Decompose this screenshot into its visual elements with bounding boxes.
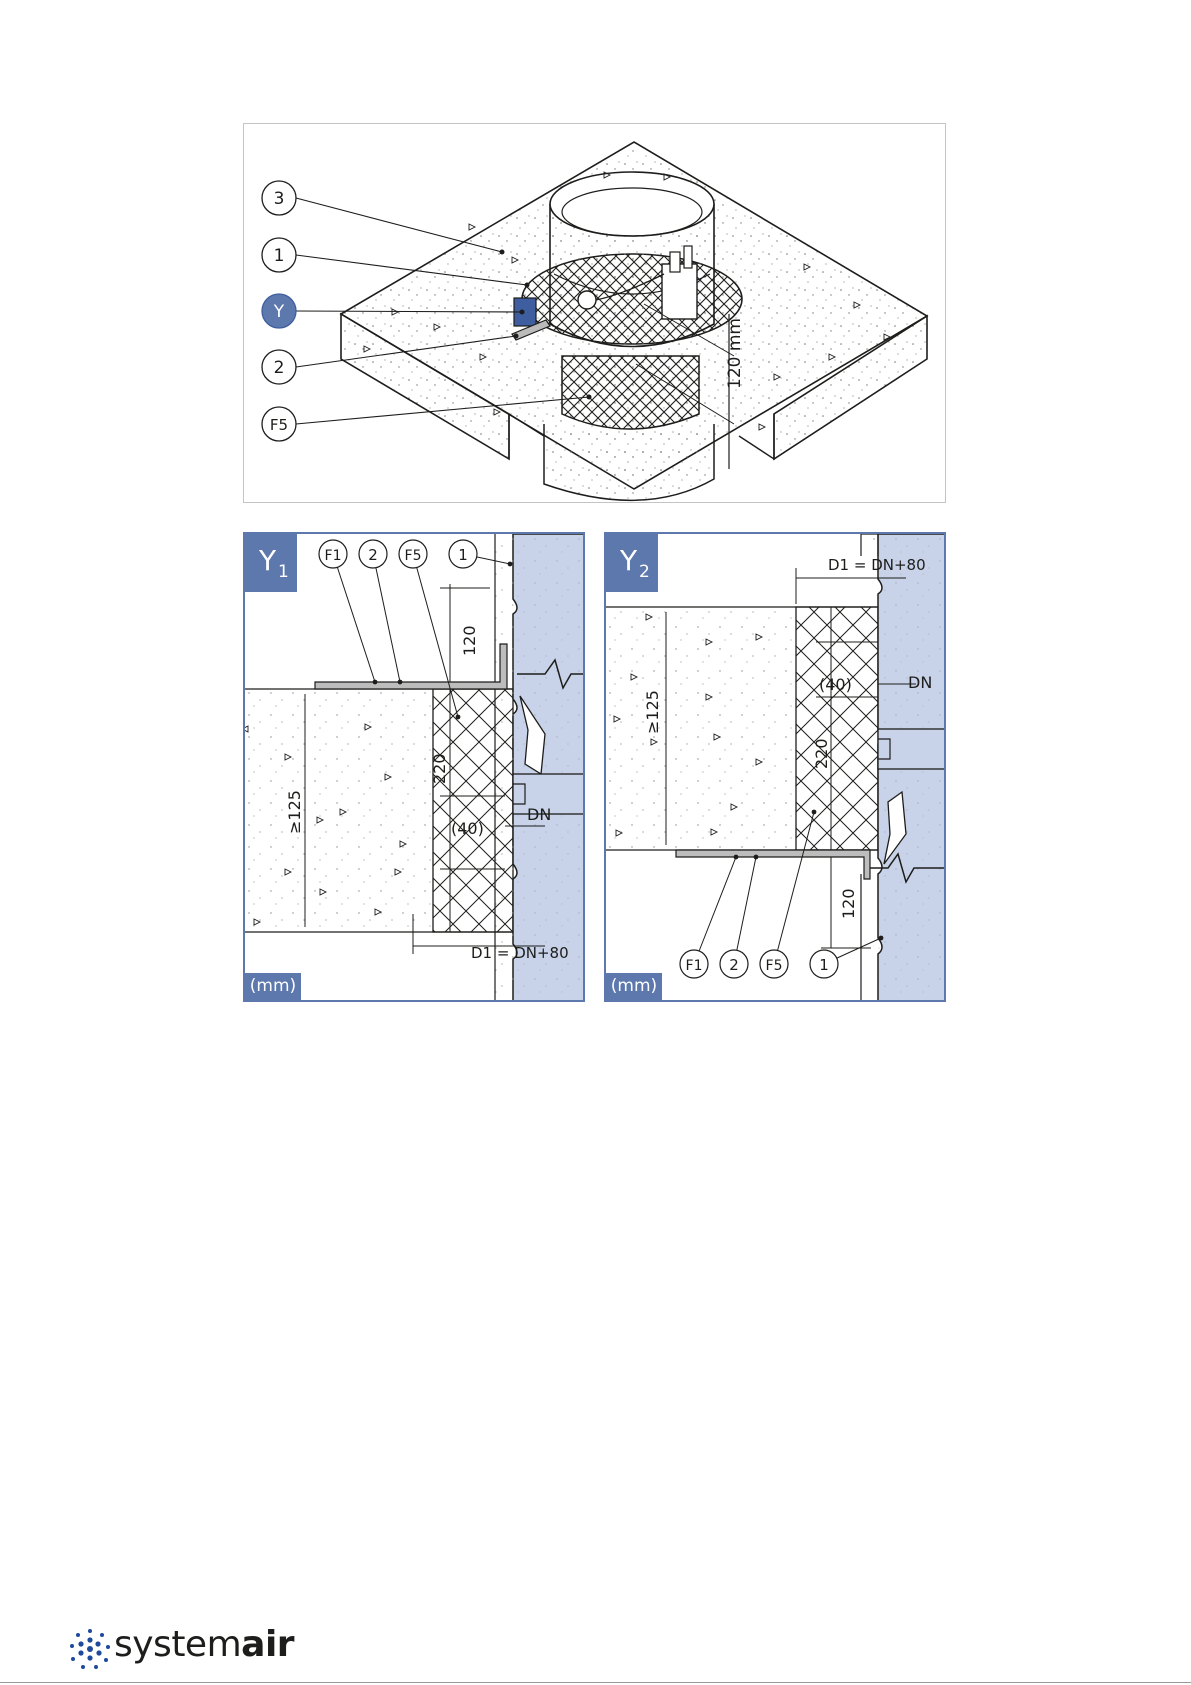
- isometric-installation-figure: [243, 123, 946, 503]
- y1-tab-sub: 1: [278, 562, 289, 582]
- y1-callout-f1-label: F1: [324, 548, 342, 564]
- y2-dim-gap: (40): [819, 675, 852, 694]
- y1-dim-gap: (40): [451, 819, 484, 838]
- isometric-drawing: [244, 124, 947, 504]
- y2-d1: D1 = DN+80: [828, 556, 926, 574]
- y2-dim-min: ≥125: [643, 690, 662, 734]
- y2-tab-sub: 2: [639, 562, 650, 582]
- wordmark-bold: air: [241, 1624, 295, 1665]
- y2-callout-2-label: 2: [729, 956, 739, 974]
- callout-y-label: Y: [273, 302, 285, 322]
- y1-callout-2-label: 2: [368, 546, 378, 564]
- callout-f5-label: F5: [269, 416, 289, 434]
- y2-concrete: [606, 607, 796, 850]
- callout-2-label: 2: [273, 358, 285, 378]
- y1-dn: DN: [527, 805, 552, 824]
- y1-tab: [245, 534, 297, 592]
- iso-dimension-120: 120 mm: [725, 318, 745, 389]
- y2-callout-f1-label: F1: [685, 958, 703, 974]
- y2-callout-f5-label: F5: [765, 958, 783, 974]
- y1-unit-badge: (mm): [245, 973, 301, 1000]
- y1-dim-220: 220: [430, 753, 449, 784]
- y1-concrete: [245, 689, 433, 932]
- detail-y1-drawing: [245, 534, 585, 1002]
- y1-callout-f5-label: F5: [404, 548, 422, 564]
- y2-dn: DN: [908, 673, 933, 692]
- sealing-below: [562, 356, 699, 429]
- y1-d1: D1 = DN+80: [471, 944, 569, 962]
- y2-callout-1-label: 1: [819, 956, 829, 974]
- y2-tab-letter: Y: [620, 544, 638, 577]
- detail-y1: [243, 532, 585, 1002]
- cable-gland: [578, 291, 596, 309]
- y1-dim-120: 120: [460, 625, 479, 656]
- systemair-logo: [68, 1624, 295, 1671]
- systemair-wordmark: [114, 1624, 294, 1665]
- y2-unit-badge: (mm): [606, 973, 662, 1000]
- y2-sealing: [796, 607, 878, 850]
- y1-tab-letter: Y: [259, 544, 277, 577]
- callout-3-label: 3: [273, 189, 285, 209]
- y1-callout-1-label: 1: [458, 546, 468, 564]
- y2-dim-120: 120: [839, 888, 858, 919]
- y1-dim-min: ≥125: [285, 790, 304, 834]
- y2-dim-220: 220: [812, 738, 831, 769]
- wordmark-light: system: [114, 1624, 242, 1665]
- systemair-dots-icon: [68, 1627, 112, 1671]
- callout-1-label: 1: [273, 246, 285, 266]
- detail-y2-drawing: [606, 534, 946, 1002]
- y2-tab: [606, 534, 658, 592]
- footer-rule: [0, 1682, 1191, 1683]
- y2-bracket: [676, 850, 870, 879]
- duct-below: [544, 424, 714, 500]
- detail-y2: [604, 532, 946, 1002]
